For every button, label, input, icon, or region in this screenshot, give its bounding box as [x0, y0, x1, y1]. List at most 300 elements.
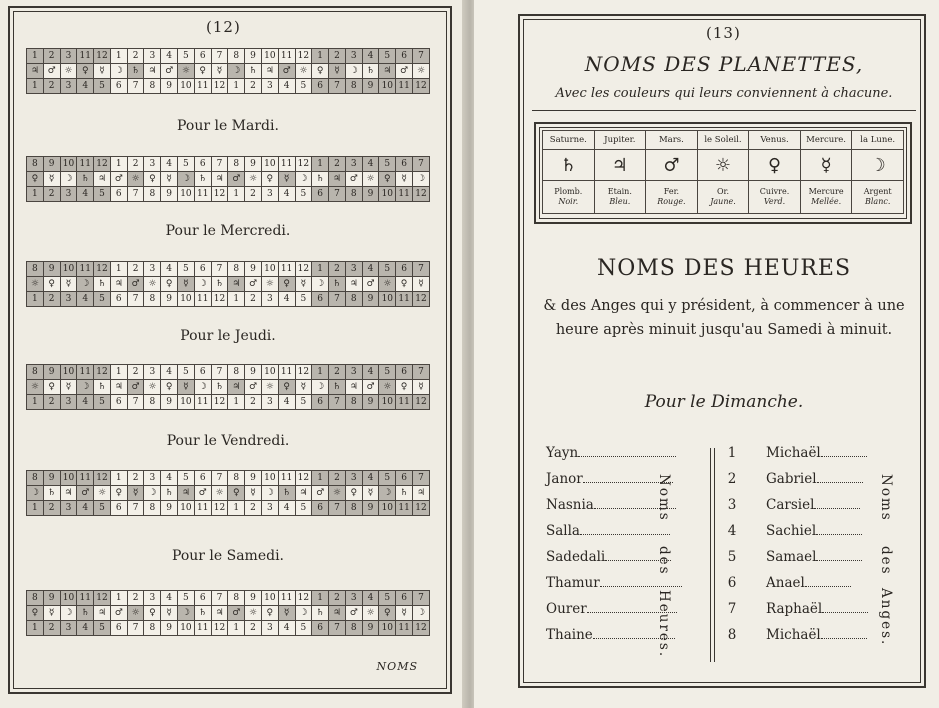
angel-name-row [766, 598, 884, 620]
hour-number-cell: 10 [178, 292, 195, 307]
planet-color: Blanc. [864, 197, 891, 206]
hour-number-cell: 8 [228, 157, 245, 172]
planet-metal-color [697, 181, 749, 214]
hour-number-cell: 12 [211, 292, 228, 307]
label-anges: Anges. [878, 588, 894, 647]
planet-symbol-cell: ♄ [94, 277, 111, 292]
hour-number-cell: 5 [379, 157, 396, 172]
hour-number-cell: 10 [261, 471, 278, 486]
planets-table-box [534, 122, 912, 224]
hour-number-cell: 12 [94, 157, 111, 172]
hour-number-cell: 4 [77, 187, 94, 202]
hour-number-cell: 4 [161, 471, 178, 486]
hour-number-cell: 7 [211, 365, 228, 380]
planet-metal: Plomb. [554, 187, 583, 196]
label-noms-right: Noms [878, 474, 894, 522]
hour-number-cell: 1 [110, 471, 127, 486]
hour-number-cell: 8 [27, 365, 44, 380]
hour-number-cell: 11 [278, 365, 295, 380]
hour-number-cell: 12 [412, 395, 429, 410]
hour-number-cell: 2 [329, 591, 346, 606]
hour-number-cell: 9 [43, 262, 60, 277]
day-title-vendredi: Pour le Vendredi. [166, 433, 290, 449]
planet-symbol-cell: ♂ [312, 486, 329, 501]
hour-number-cell: 3 [345, 49, 362, 64]
hours-title: NOMS DES HEURES [596, 256, 852, 281]
day-title-jeudi: Pour le Jeudi. [180, 328, 276, 344]
hour-number-cell: 8 [144, 187, 161, 202]
hour-number-cell: 11 [396, 395, 413, 410]
hour-number-cell: 2 [127, 262, 144, 277]
angel-name: Gabriel [766, 471, 817, 487]
hour-number-cell: 1 [312, 49, 329, 64]
planet-symbol-cell: ♃ [178, 486, 195, 501]
planet-symbol-cell: ☽ [60, 172, 77, 187]
hour-name: Sadedali [546, 549, 606, 565]
hour-number-cell: 1 [110, 157, 127, 172]
hour-number-cell: 3 [261, 187, 278, 202]
planet-symbol-cell: ♂ [278, 64, 295, 79]
hour-number-cell: 12 [412, 292, 429, 307]
planet-metal: Mercure [808, 187, 844, 196]
hour-number-cell: 10 [379, 395, 396, 410]
hour-number: 3 [727, 497, 737, 513]
hour-number-cell: 6 [110, 621, 127, 636]
hour-number: 4 [727, 523, 737, 539]
hour-number-cell: 4 [77, 621, 94, 636]
hour-number-cell: 3 [144, 365, 161, 380]
venus-symbol-icon: ♀ [749, 150, 801, 181]
hour-number-cell: 11 [77, 591, 94, 606]
hour-number-cell: 3 [345, 365, 362, 380]
planet-symbol-cell: ☽ [60, 606, 77, 621]
hour-grid-table [26, 364, 430, 410]
hour-number-cell: 6 [312, 79, 329, 94]
hour-grid-row [27, 486, 430, 501]
hour-number-cell: 7 [412, 365, 429, 380]
jupiter-symbol-icon: ♃ [594, 150, 646, 181]
planet-symbol-cell: ♀ [379, 172, 396, 187]
hour-number-cell: 10 [379, 187, 396, 202]
hour-number-cell: 5 [295, 79, 312, 94]
hour-name-row [546, 442, 698, 464]
mars-symbol-icon: ♂ [646, 150, 698, 181]
hour-number-cell: 10 [261, 365, 278, 380]
hour-number-cell: 10 [379, 501, 396, 516]
hour-number-cell: 9 [362, 292, 379, 307]
hour-number-cell: 1 [110, 591, 127, 606]
hour-number-cell: 6 [110, 292, 127, 307]
hour-grid-row [27, 64, 430, 79]
planet-symbol-cell: ♀ [161, 380, 178, 395]
hour-number-cell: 11 [194, 501, 211, 516]
hour-number-cell: 2 [43, 395, 60, 410]
planet-symbol-cell: ☽ [412, 172, 429, 187]
planet-metal-color [749, 181, 801, 214]
hour-number-cell: 2 [329, 157, 346, 172]
hour-number-cell: 12 [94, 49, 111, 64]
hour-name-row [546, 494, 698, 516]
hour-number-cell: 1 [312, 157, 329, 172]
planet-symbol-cell: ♃ [60, 486, 77, 501]
planet-symbol-cell: ☿ [127, 486, 144, 501]
planet-symbol-cell: ♄ [312, 172, 329, 187]
hour-number: 7 [727, 601, 737, 617]
mercury-symbol-icon: ☿ [800, 150, 852, 181]
planet-symbol-cell: ♄ [194, 172, 211, 187]
planet-symbol-cell: ☼ [144, 277, 161, 292]
hour-number-cell: 6 [194, 262, 211, 277]
planet-symbol-cell: ♃ [329, 606, 346, 621]
hour-grid-row [27, 277, 430, 292]
hour-number-cell: 7 [127, 292, 144, 307]
planet-symbol-cell: ♃ [144, 64, 161, 79]
hour-number-cell: 7 [329, 187, 346, 202]
planet-name: la Lune. [852, 131, 904, 150]
hour-number-cell: 4 [161, 591, 178, 606]
hour-number-cell: 3 [261, 292, 278, 307]
hour-number-cell: 9 [362, 395, 379, 410]
planet-name: Saturne. [543, 131, 595, 150]
hour-number-cell: 1 [27, 49, 44, 64]
planet-symbol-cell: ♃ [110, 277, 127, 292]
hour-number-cell: 9 [43, 365, 60, 380]
dotted-leader [580, 520, 670, 535]
hour-name: Ourer [546, 601, 587, 617]
hour-number-cell: 8 [27, 157, 44, 172]
angel-name-row [766, 468, 884, 490]
planet-symbol-cell: ♂ [362, 277, 379, 292]
hour-number-cell: 10 [379, 621, 396, 636]
hour-number-cell: 9 [362, 187, 379, 202]
hour-grid-row [27, 262, 430, 277]
hour-number-cell: 4 [161, 365, 178, 380]
hour-name-row [546, 546, 698, 568]
hour-name: Thaine [546, 627, 593, 643]
hour-number-cell: 10 [60, 262, 77, 277]
hour-number-cell: 2 [127, 591, 144, 606]
hour-number-cell: 5 [94, 395, 111, 410]
saturn-symbol-icon: ♄ [543, 150, 595, 181]
planets-subtitle: Avec les couleurs qui leurs conviennent à chacune. [555, 86, 893, 101]
planet-symbol-cell: ♃ [211, 172, 228, 187]
planet-symbol-cell: ☽ [77, 380, 94, 395]
hour-number-cell: 8 [228, 365, 245, 380]
hour-number-cell: 8 [345, 292, 362, 307]
hour-number-cell: 2 [245, 292, 262, 307]
hour-number-cell: 10 [178, 621, 195, 636]
planet-color: Mellée. [811, 197, 842, 206]
hour-number-cell: 7 [329, 79, 346, 94]
planet-symbol-cell: ♄ [43, 486, 60, 501]
dotted-leader [821, 442, 867, 457]
hour-number-cell: 9 [43, 591, 60, 606]
planet-symbol-cell: ☽ [295, 606, 312, 621]
hour-grid-row [27, 187, 430, 202]
hour-number-cell: 3 [144, 49, 161, 64]
planet-symbol-cell: ☿ [295, 380, 312, 395]
planet-symbol-cell: ☽ [261, 486, 278, 501]
angel-name: Anael [766, 575, 805, 591]
hour-number-cell: 9 [161, 395, 178, 410]
hour-number-cell: 1 [228, 187, 245, 202]
hour-number-cell: 9 [161, 621, 178, 636]
hour-number-cell: 8 [144, 292, 161, 307]
dotted-leader [814, 494, 860, 509]
planet-symbol-cell: ♄ [161, 486, 178, 501]
dotted-leader [816, 520, 862, 535]
hour-number-cell: 8 [228, 262, 245, 277]
planet-symbol-cell: ♃ [228, 380, 245, 395]
hour-number-cell: 12 [94, 591, 111, 606]
hour-number-cell: 1 [312, 471, 329, 486]
hour-number-cell: 10 [379, 79, 396, 94]
hour-number-cell: 3 [345, 471, 362, 486]
hour-number-cell: 9 [245, 49, 262, 64]
hour-number-cell: 6 [110, 187, 127, 202]
hour-number-cell: 7 [127, 621, 144, 636]
hour-number-cell: 2 [329, 49, 346, 64]
hour-number-cell: 4 [278, 187, 295, 202]
hour-number-cell: 7 [412, 157, 429, 172]
hour-number-cell: 5 [94, 501, 111, 516]
hour-number-cell: 3 [261, 501, 278, 516]
hour-grid-row [27, 79, 430, 94]
hour-number-cell: 1 [228, 501, 245, 516]
hour-number-cell: 7 [127, 79, 144, 94]
planet-symbol-cell: ☽ [345, 64, 362, 79]
hour-number-cell: 8 [144, 79, 161, 94]
planet-symbol-cell: ☿ [396, 606, 413, 621]
hour-number-cell: 7 [211, 591, 228, 606]
planet-metal: Argent [863, 187, 892, 196]
hour-number-cell: 5 [178, 471, 195, 486]
hour-number-cell: 4 [362, 49, 379, 64]
hour-name: Nasnia [546, 497, 594, 513]
hour-number-cell: 1 [110, 365, 127, 380]
hour-number-cell: 6 [194, 157, 211, 172]
hour-number-cell: 8 [345, 79, 362, 94]
hour-number-cell: 2 [127, 157, 144, 172]
planet-color: Verd. [763, 197, 786, 206]
hour-number-cell: 11 [77, 365, 94, 380]
planet-symbol-cell: ♀ [261, 606, 278, 621]
planet-symbol-cell: ♂ [362, 380, 379, 395]
planet-symbol-cell: ♂ [127, 277, 144, 292]
planet-symbol-cell: ☼ [60, 64, 77, 79]
planet-symbol-cell: ♂ [161, 64, 178, 79]
hour-number-cell: 10 [60, 471, 77, 486]
hour-number-cell: 7 [211, 471, 228, 486]
planet-symbol-cell: ♀ [161, 277, 178, 292]
planet-symbol-cell: ♂ [127, 380, 144, 395]
planet-symbol-cell: ♂ [43, 64, 60, 79]
planet-symbol-cell: ☽ [194, 380, 211, 395]
hour-number-cell: 3 [144, 262, 161, 277]
planet-metal-color [646, 181, 698, 214]
hour-number-cell: 11 [194, 395, 211, 410]
hour-number-cell: 7 [412, 49, 429, 64]
hour-number-cell: 2 [43, 187, 60, 202]
planet-name: le Soleil. [697, 131, 749, 150]
planet-symbol-cell: ♃ [261, 64, 278, 79]
planet-symbol-cell: ☿ [412, 380, 429, 395]
planet-symbol-cell: ☼ [94, 486, 111, 501]
planet-symbol-cell: ☿ [161, 606, 178, 621]
hour-number-cell: 12 [94, 262, 111, 277]
hour-number-cell: 7 [329, 621, 346, 636]
hour-number-cell: 2 [329, 471, 346, 486]
hour-number-cell: 11 [77, 262, 94, 277]
hour-number-cell: 5 [295, 501, 312, 516]
dotted-leader [821, 624, 867, 639]
planet-symbol-cell: ☿ [94, 64, 111, 79]
hour-name-row [546, 520, 698, 542]
planet-metal-color [594, 181, 646, 214]
planet-symbol-cell: ♃ [329, 172, 346, 187]
sun-symbol-icon: ☼ [697, 150, 749, 181]
hour-grid-row [27, 157, 430, 172]
planet-symbol-cell: ♀ [43, 277, 60, 292]
hour-number-cell: 4 [362, 157, 379, 172]
planet-symbol-cell: ☽ [379, 486, 396, 501]
hour-number-cell: 12 [211, 395, 228, 410]
hour-number-cell: 12 [295, 471, 312, 486]
hour-number-cell: 3 [60, 395, 77, 410]
hour-number-cell: 11 [194, 292, 211, 307]
angel-name-row [766, 546, 884, 568]
hour-number-cell: 6 [110, 395, 127, 410]
planet-symbol-cell: ♄ [211, 277, 228, 292]
hour-number-cell: 12 [211, 187, 228, 202]
hour-number: 5 [727, 549, 737, 565]
hour-number-cell: 3 [345, 157, 362, 172]
hour-number-cell: 11 [278, 49, 295, 64]
hour-number-cell: 3 [60, 501, 77, 516]
hour-number-cell: 12 [412, 501, 429, 516]
hour-grid-row [27, 380, 430, 395]
planet-symbol-cell: ♂ [77, 486, 94, 501]
planet-color: Jaune. [710, 197, 736, 206]
planet-color: Bleu. [609, 197, 631, 206]
hour-number-cell: 6 [312, 621, 329, 636]
angel-name: Samael [766, 549, 817, 565]
hour-number-cell: 10 [60, 591, 77, 606]
angel-name: Michaël [766, 627, 821, 643]
planet-symbol-cell: ♃ [412, 486, 429, 501]
hour-number-cell: 6 [396, 157, 413, 172]
dotted-leader [822, 598, 868, 613]
hour-number-cell: 4 [161, 157, 178, 172]
hour-number-cell: 8 [144, 621, 161, 636]
hour-number-cell: 11 [396, 621, 413, 636]
hour-number-cell: 7 [211, 157, 228, 172]
planet-symbol-cell: ☼ [127, 606, 144, 621]
hour-number-cell: 8 [27, 471, 44, 486]
hour-grid-table [26, 261, 430, 307]
hour-number-cell: 8 [144, 395, 161, 410]
hour-number-cell: 2 [43, 621, 60, 636]
planet-symbol-cell: ♀ [194, 64, 211, 79]
hour-number-cell: 9 [161, 501, 178, 516]
hour-number-cell: 5 [178, 365, 195, 380]
hour-number-cell: 1 [312, 365, 329, 380]
hour-grid-row [27, 292, 430, 307]
hour-number-cell: 6 [194, 591, 211, 606]
hour-number-cell: 1 [27, 79, 44, 94]
column-rule [710, 448, 711, 662]
hour-number-cell: 4 [362, 591, 379, 606]
day-title-samedi: Pour le Samedi. [171, 548, 285, 564]
hour-number-cell: 10 [178, 79, 195, 94]
planet-symbol-cell: ♀ [27, 172, 44, 187]
hour-number-cell: 11 [77, 157, 94, 172]
hour-number-cell: 1 [27, 292, 44, 307]
planet-symbol-cell: ☼ [295, 64, 312, 79]
planet-symbol-cell: ♃ [27, 64, 44, 79]
dotted-leader [805, 572, 851, 587]
title-rule [532, 110, 916, 111]
hour-number-cell: 9 [362, 79, 379, 94]
hour-number-cell: 5 [94, 621, 111, 636]
planet-symbol-cell: ♀ [278, 277, 295, 292]
planet-metal: Cuivre. [759, 187, 790, 196]
hour-number-cell: 11 [278, 157, 295, 172]
planet-symbol-cell: ☽ [77, 277, 94, 292]
hour-grid-row [27, 365, 430, 380]
hour-number-cell: 9 [245, 157, 262, 172]
hour-number-cell: 12 [295, 262, 312, 277]
hour-number-cell: 9 [362, 501, 379, 516]
planet-symbol-cell: ☽ [178, 172, 195, 187]
planet-symbol-cell: ☽ [295, 172, 312, 187]
hour-number-cell: 6 [396, 262, 413, 277]
hour-number-cell: 2 [127, 365, 144, 380]
planet-symbol-cell: ♄ [77, 172, 94, 187]
planet-symbol-cell: ☿ [278, 172, 295, 187]
planet-symbol-cell: ♄ [329, 380, 346, 395]
hour-number-cell: 3 [60, 49, 77, 64]
planet-symbol-cell: ♀ [278, 380, 295, 395]
hour-number-cell: 3 [261, 621, 278, 636]
planet-symbol-cell: ♀ [228, 486, 245, 501]
hour-number-cell: 9 [245, 365, 262, 380]
hour-number-cell: 7 [329, 395, 346, 410]
planet-symbol-cell: ☿ [295, 277, 312, 292]
planet-symbol-cell: ☼ [178, 64, 195, 79]
hour-number-cell: 6 [194, 49, 211, 64]
planet-symbol-cell: ☿ [211, 64, 228, 79]
hour-number-cell: 6 [396, 365, 413, 380]
hour-number-cell: 2 [245, 79, 262, 94]
planet-symbol-cell: ♀ [43, 380, 60, 395]
column-rule [714, 448, 715, 662]
hour-number-cell: 2 [127, 49, 144, 64]
planet-symbol-cell: ♃ [110, 380, 127, 395]
planet-symbol-cell: ♀ [345, 486, 362, 501]
hours-description: & des Anges qui y président, à commencer à une heure après minuit jusqu'au Samedi à minuit. [543, 298, 905, 338]
planet-symbol-cell: ♂ [345, 606, 362, 621]
hour-number-cell: 2 [43, 79, 60, 94]
hour-number-cell: 10 [60, 365, 77, 380]
hour-number-cell: 7 [329, 292, 346, 307]
planet-symbol-cell: ☽ [110, 64, 127, 79]
hour-number-cell: 12 [94, 365, 111, 380]
hour-number-cell: 5 [379, 49, 396, 64]
planet-symbol-cell: ♄ [94, 380, 111, 395]
planet-symbol-cell: ☼ [27, 380, 44, 395]
hour-number-cell: 12 [295, 157, 312, 172]
